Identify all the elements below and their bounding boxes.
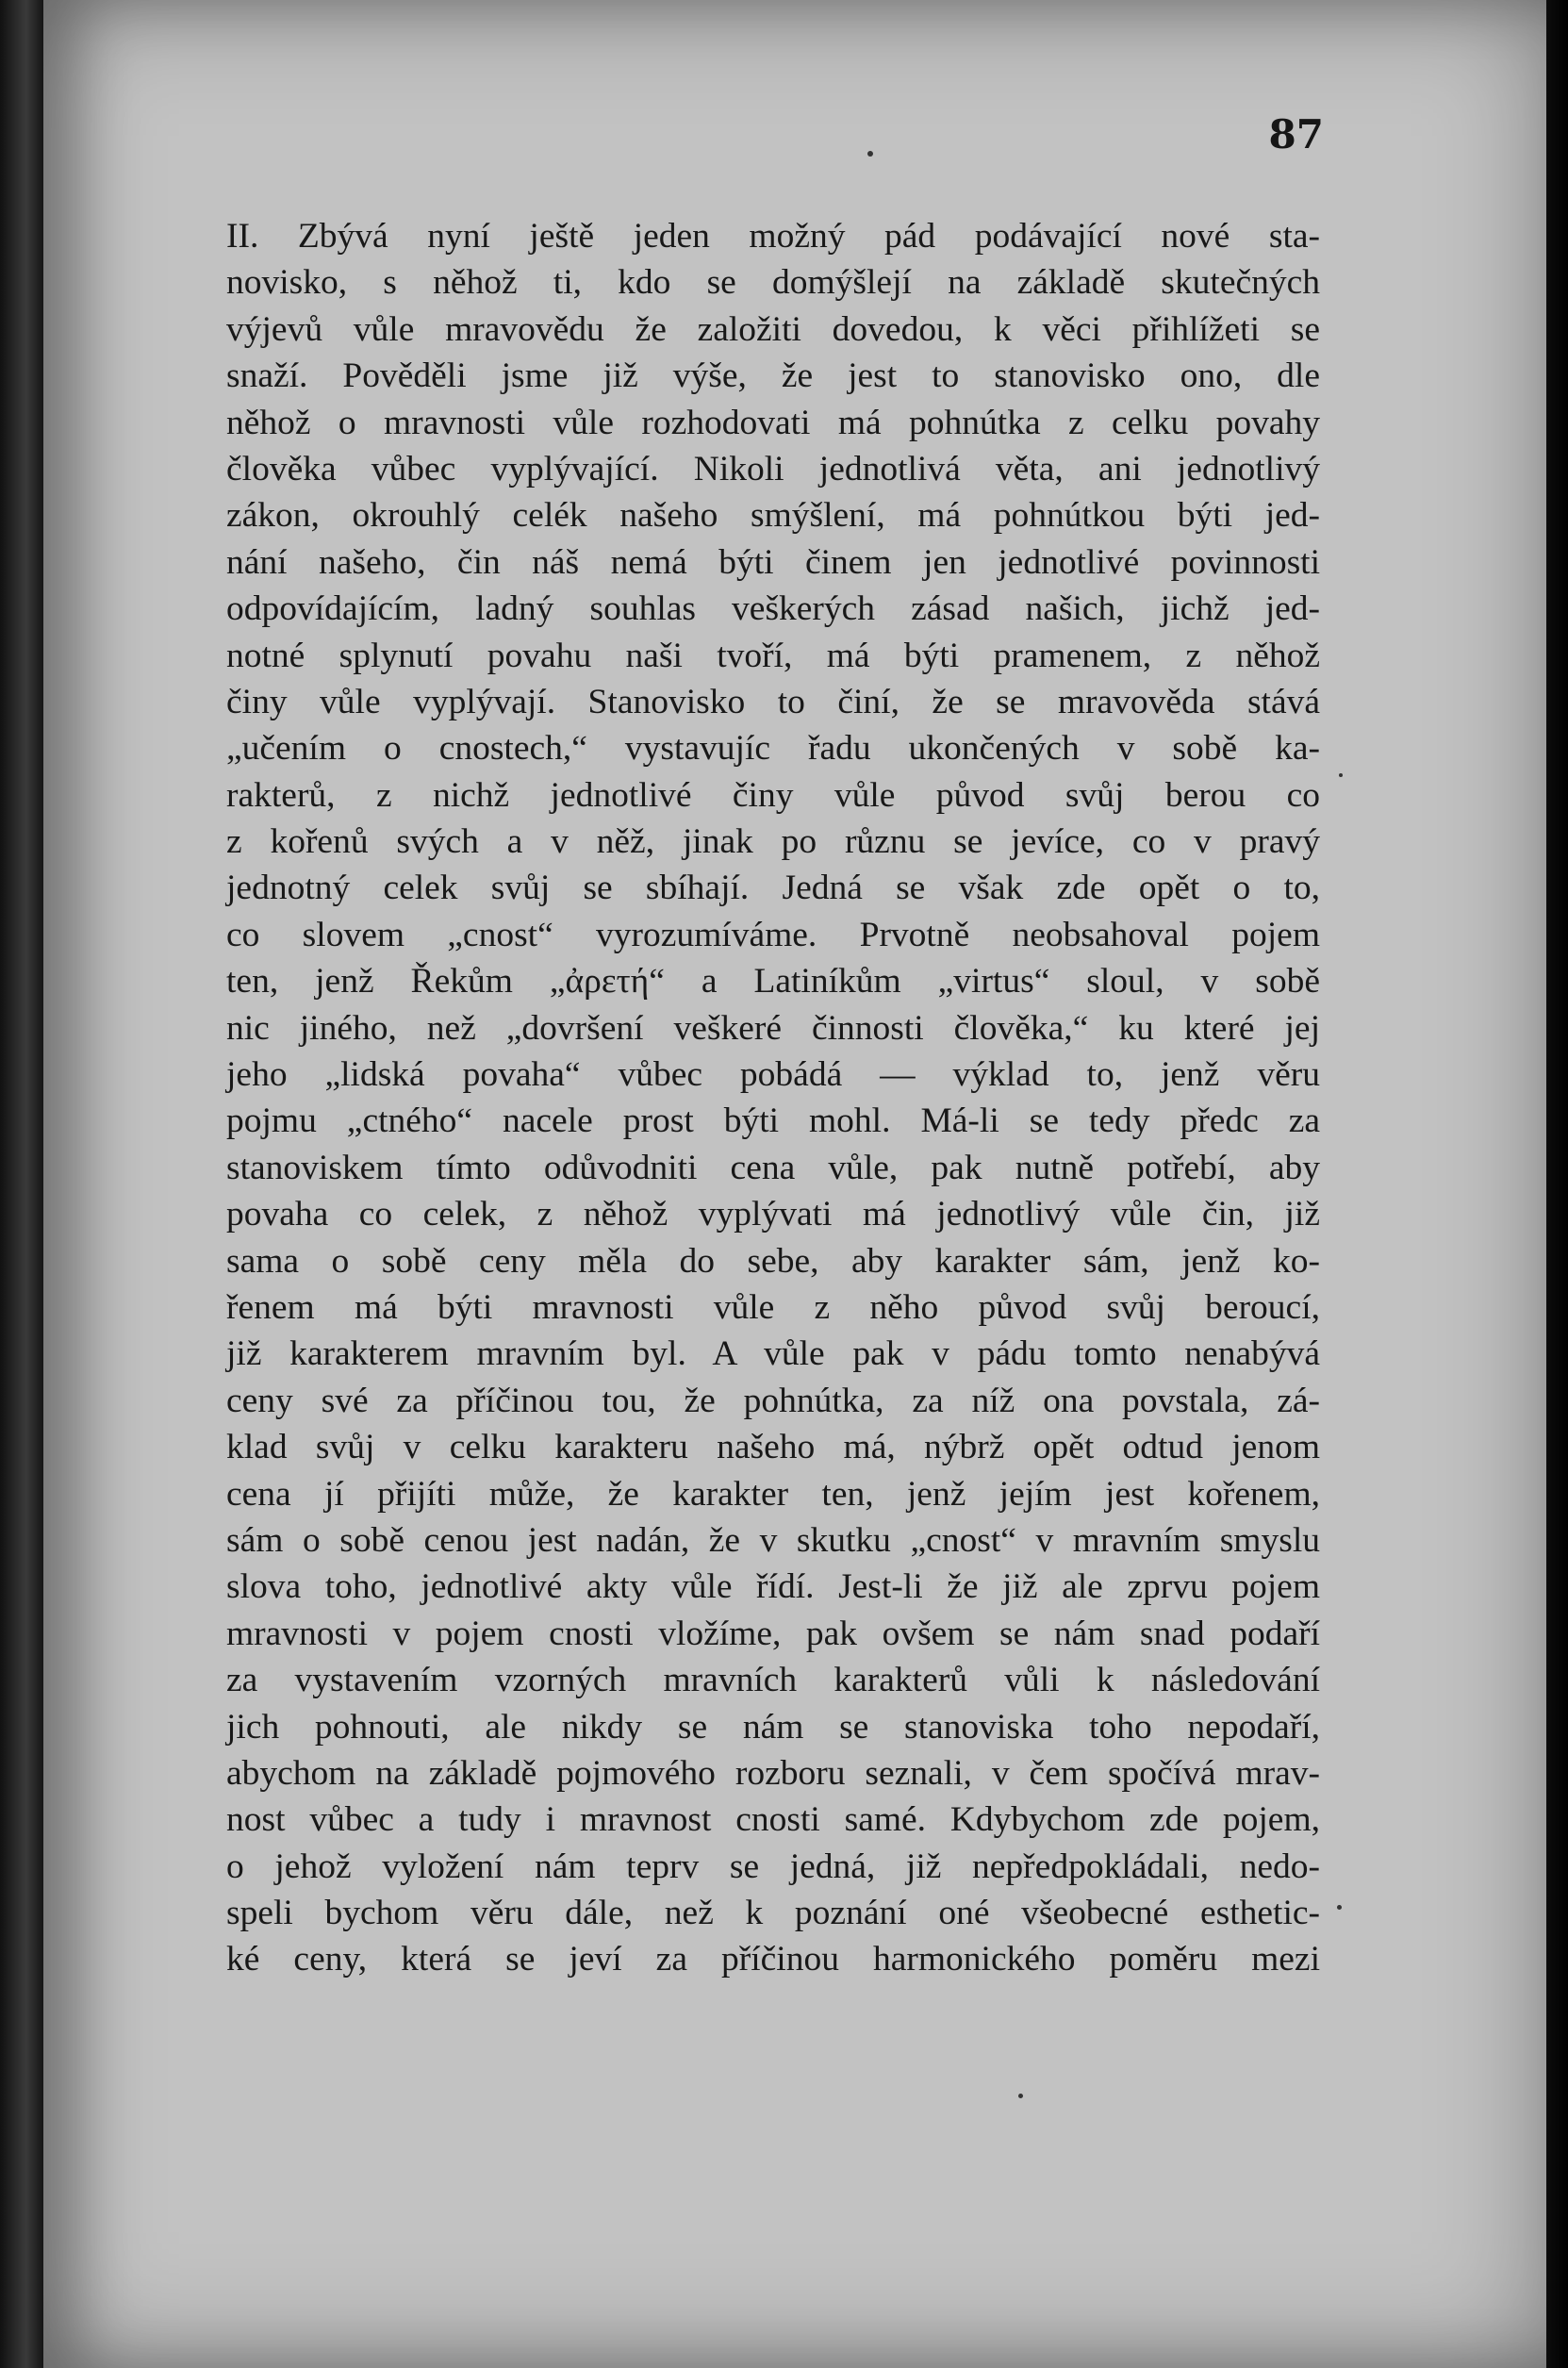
text-line: již karakterem mravním byl. A vůle pak v pádu tomto nenabývá (226, 1334, 1320, 1374)
text-line: výjevů vůle mravovědu že založiti dovedou, k věci přihlížeti se (226, 309, 1320, 349)
text-line: ké ceny, která se jeví za příčinou harmonického poměru mezi (226, 1940, 1320, 1979)
text-line: mravnosti v pojem cnosti vložíme, pak ovšem se nám snad podaří (226, 1614, 1320, 1653)
text-line: o jehož vyložení nám teprv se jedná, již nepředpokládali, nedo- (226, 1846, 1320, 1886)
text-line: II. Zbývá nyní ještě jeden možný pád podávající nové sta- (226, 217, 1320, 256)
text-line: odpovídajícím, ladný souhlas veškerých zásad našich, jichž jed- (226, 589, 1320, 629)
text-line: nic jiného, než „dovršení veškeré činnosti člověka,“ ku které jej (226, 1008, 1320, 1048)
text-line: něhož o mravnosti vůle rozhodovati má pohnútka z celku povahy (226, 403, 1320, 442)
text-line: slova toho, jednotlivé akty vůle řídí. Jest-li že již ale zprvu pojem (226, 1567, 1320, 1607)
text-line: snaží. Pověděli jsme již výše, že jest to stanovisko ono, dle (226, 356, 1320, 396)
text-line: činy vůle vyplývají. Stanovisko to činí, že se mravověda stává (226, 682, 1320, 721)
text-line: jednotný celek svůj se sbíhají. Jedná se však zde opět o to, (226, 869, 1320, 908)
text-line: povaha co celek, z něhož vyplývati má jednotlivý vůle čin, již (226, 1195, 1320, 1234)
text-line: co slovem „cnost“ vyrozumíváme. Prvotně neobsahoval pojem (226, 915, 1320, 954)
ink-speck (1339, 773, 1343, 777)
page-number: 87 (1268, 111, 1324, 157)
left-book-edge (0, 0, 43, 2368)
ink-speck (1018, 2094, 1023, 2098)
text-line: ten, jenž Řekům „ἀρετή“ a Latiníkům „virtus“ sloul, v sobě (226, 962, 1320, 1002)
text-line: pojmu „ctného“ nacele prost býti mohl. Má-li se tedy předc za (226, 1101, 1320, 1141)
text-line: abychom na základě pojmového rozboru seznali, v čem spočívá mrav- (226, 1753, 1320, 1793)
ink-speck (1337, 1905, 1342, 1910)
text-line: z kořenů svých a v něž, jinak po různu se jevíce, co v pravý (226, 822, 1320, 862)
text-line: notné splynutí povahu naši tvoří, má býti pramenem, z něhož (226, 636, 1320, 675)
text-line: za vystavením vzorných mravních karakterů vůli k následování (226, 1661, 1320, 1700)
text-line: sám o sobě cenou jest nadán, že v skutku „cnost“ v mravním smyslu (226, 1520, 1320, 1560)
text-line: sama o sobě ceny měla do sebe, aby karakter sám, jenž ko- (226, 1241, 1320, 1281)
right-book-edge (1546, 0, 1568, 2368)
text-line: jeho „lidská povaha“ vůbec pobádá — výklad to, jenž věru (226, 1055, 1320, 1095)
text-line: řenem má býti mravnosti vůle z něho původ svůj beroucí, (226, 1287, 1320, 1327)
text-line: nost vůbec a tudy i mravnost cnosti samé. Kdybychom zde pojem, (226, 1800, 1320, 1840)
text-line: zákon, okrouhlý celék našeho smýšlení, má pohnútkou býti jed- (226, 496, 1320, 536)
text-line: člověka vůbec vyplývající. Nikoli jednotlivá věta, ani jednotlivý (226, 449, 1320, 489)
text-line: „učením o cnostech,“ vystavujíc řadu ukončených v sobě ka- (226, 729, 1320, 769)
text-line: nání našeho, čin náš nemá býti činem jen jednotlivé povinnosti (226, 542, 1320, 582)
text-line: jich pohnouti, ale nikdy se nám se stanoviska toho nepodaří, (226, 1707, 1320, 1747)
text-line: ceny své za příčinou tou, že pohnútka, za níž ona povstala, zá- (226, 1381, 1320, 1420)
text-line: stanoviskem tímto odůvodniti cena vůle, pak nutně potřebí, aby (226, 1148, 1320, 1187)
text-line: speli bychom věru dále, než k poznání oné všeobecné esthetic- (226, 1894, 1320, 1933)
body-text (226, 213, 1320, 1983)
text-line: cena jí přijíti může, že karakter ten, jenž jejím jest kořenem, (226, 1474, 1320, 1514)
text-line: novisko, s něhož ti, kdo se domýšlejí na základě skutečných (226, 263, 1320, 303)
text-line: klad svůj v celku karakteru našeho má, nýbrž opět odtud jenom (226, 1428, 1320, 1467)
ink-speck (867, 151, 873, 157)
text-line: rakterů, z nichž jednotlivé činy vůle původ svůj berou co (226, 775, 1320, 815)
